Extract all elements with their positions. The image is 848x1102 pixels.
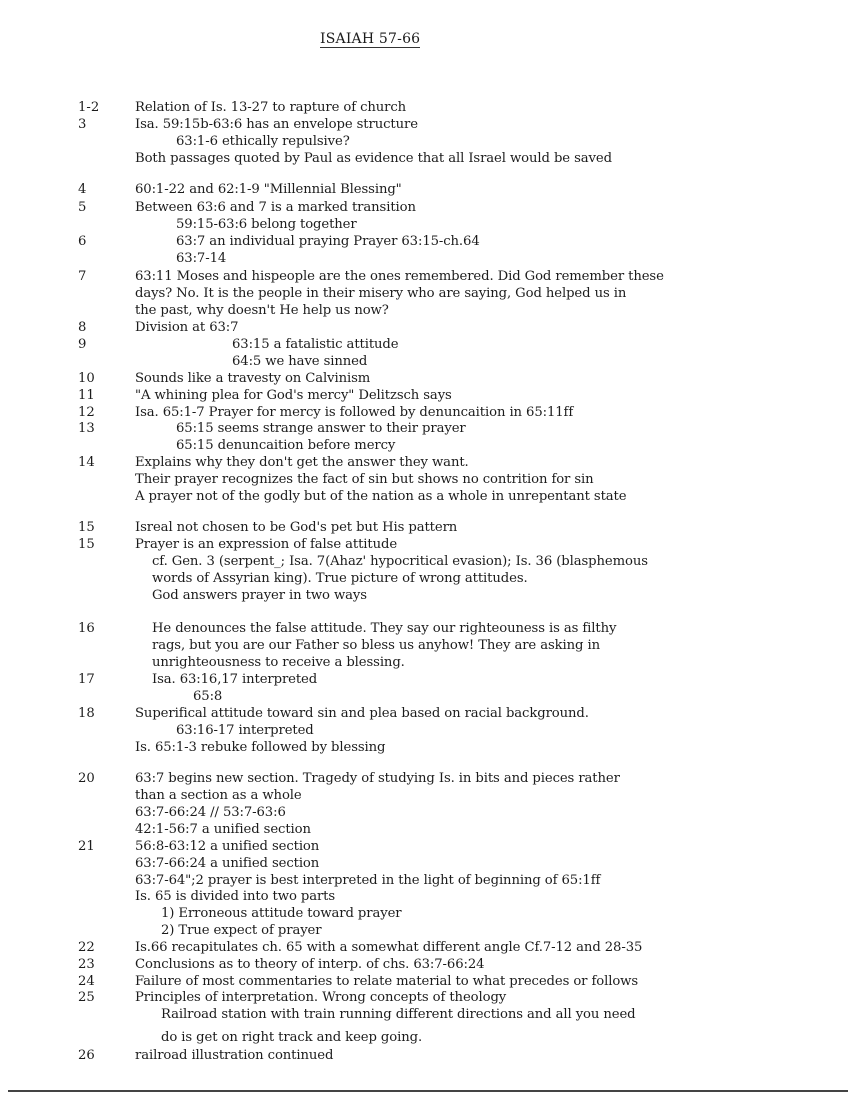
note-line: 59:15-63:6 belong together bbox=[176, 217, 357, 232]
page-number: 17 bbox=[78, 672, 95, 687]
note-line: 63:1-6 ethically repulsive? bbox=[176, 134, 350, 149]
page-number: 21 bbox=[78, 839, 95, 854]
page-number: 1-2 bbox=[78, 100, 100, 115]
page-number: 16 bbox=[78, 621, 95, 636]
note-line: Division at 63:7 bbox=[135, 320, 239, 335]
page-number: 12 bbox=[78, 405, 95, 420]
note-line: Explains why they don't get the answer they want. bbox=[135, 455, 469, 470]
note-line: 63:7 an individual praying Prayer 63:15-ch.64 bbox=[176, 234, 480, 249]
note-line: 63:7-14 bbox=[176, 251, 227, 266]
page-number: 20 bbox=[78, 771, 95, 786]
page-number: 10 bbox=[78, 371, 95, 386]
page-number: 9 bbox=[78, 337, 87, 352]
page-number: 24 bbox=[78, 974, 95, 989]
note-line: He denounces the false attitude. They say our righteouness is as filthy bbox=[152, 621, 617, 636]
note-line: the past, why doesn't He help us now? bbox=[135, 303, 389, 318]
note-line: "A whining plea for God's mercy" Delitzsch says bbox=[135, 388, 452, 403]
note-line: unrighteousness to receive a blessing. bbox=[152, 655, 405, 670]
note-line: Prayer is an expression of false attitude bbox=[135, 537, 398, 552]
note-line: Failure of most commentaries to relate material to what precedes or follows bbox=[135, 974, 639, 989]
note-line: 63:16-17 interpreted bbox=[176, 723, 314, 738]
page-number: 8 bbox=[78, 320, 87, 335]
note-line: Isa. 59:15b-63:6 has an envelope structure bbox=[135, 117, 418, 132]
page-number: 5 bbox=[78, 200, 87, 215]
page-number: 6 bbox=[78, 234, 87, 249]
note-line: 56:8-63:12 a unified section bbox=[135, 839, 320, 854]
page-number: 14 bbox=[78, 455, 95, 470]
note-line: 63:11 Moses and hispeople are the ones remembered. Did God remember these bbox=[135, 269, 664, 284]
note-line: Railroad station with train running different directions and all you need bbox=[161, 1007, 636, 1022]
note-line: 2) True expect of prayer bbox=[161, 923, 322, 938]
note-line: Principles of interpretation. Wrong concepts of theology bbox=[135, 990, 507, 1005]
note-line: Their prayer recognizes the fact of sin but shows no contrition for sin bbox=[135, 472, 594, 487]
page-number: 15 bbox=[78, 537, 95, 552]
note-line: 63:7-66:24 a unified section bbox=[135, 856, 320, 871]
bottom-rule bbox=[8, 1090, 848, 1092]
page-title: ISAIAH 57-66 bbox=[320, 31, 421, 47]
page-number: 13 bbox=[78, 421, 95, 436]
note-line: God answers prayer in two ways bbox=[152, 588, 367, 603]
note-line: rags, but you are our Father so bless us anyhow! They are asking in bbox=[152, 638, 600, 653]
note-line: Is. 65 is divided into two parts bbox=[135, 889, 336, 904]
page-number: 18 bbox=[78, 706, 95, 721]
note-line: 64:5 we have sinned bbox=[232, 354, 368, 369]
note-line: do is get on right track and keep going. bbox=[161, 1030, 423, 1045]
note-line: Is. 65:1-3 rebuke followed by blessing bbox=[135, 740, 386, 755]
note-line: 1) Erroneous attitude toward prayer bbox=[161, 906, 402, 921]
note-line: cf. Gen. 3 (serpent_; Isa. 7(Ahaz' hypocritical evasion); Is. 36 (blasphemous bbox=[152, 554, 648, 569]
note-line: Is.66 recapitulates ch. 65 with a somewhat different angle Cf.7-12 and 28-35 bbox=[135, 940, 643, 955]
note-line: words of Assyrian king). True picture of wrong attitudes. bbox=[152, 571, 528, 586]
note-line: 63:7-66:24 // 53:7-63:6 bbox=[135, 805, 286, 820]
note-line: A prayer not of the godly but of the nation as a whole in unrepentant state bbox=[135, 489, 627, 504]
note-line: 63:15 a fatalistic attitude bbox=[232, 337, 399, 352]
page-number: 26 bbox=[78, 1048, 95, 1063]
note-line: than a section as a whole bbox=[135, 788, 302, 803]
note-line: 42:1-56:7 a unified section bbox=[135, 822, 311, 837]
note-line: 63:7-64";2 prayer is best interpreted in the light of beginning of 65:1ff bbox=[135, 873, 601, 888]
note-line: 63:7 begins new section. Tragedy of studying Is. in bits and pieces rather bbox=[135, 771, 620, 786]
page-number: 15 bbox=[78, 520, 95, 535]
note-line: Isa. 65:1-7 Prayer for mercy is followed by denuncaition in 65:11ff bbox=[135, 405, 574, 420]
page-number: 4 bbox=[78, 182, 87, 197]
note-line: Between 63:6 and 7 is a marked transition bbox=[135, 200, 416, 215]
note-line: 60:1-22 and 62:1-9 "Millennial Blessing" bbox=[135, 182, 402, 197]
note-line: Superifical attitude toward sin and plea based on racial background. bbox=[135, 706, 589, 721]
note-line: 65:15 denuncaition before mercy bbox=[176, 438, 396, 453]
page-number: 7 bbox=[78, 269, 87, 284]
note-line: railroad illustration continued bbox=[135, 1048, 334, 1063]
page-number: 22 bbox=[78, 940, 95, 955]
note-line: Both passages quoted by Paul as evidence that all Israel would be saved bbox=[135, 151, 612, 166]
page-number: 11 bbox=[78, 388, 95, 403]
note-line: Sounds like a travesty on Calvinism bbox=[135, 371, 371, 386]
note-line: Relation of Is. 13-27 to rapture of church bbox=[135, 100, 407, 115]
page-number: 3 bbox=[78, 117, 87, 132]
note-line: Conclusions as to theory of interp. of chs. 63:7-66:24 bbox=[135, 957, 485, 972]
page-number: 23 bbox=[78, 957, 95, 972]
note-line: 65:15 seems strange answer to their prayer bbox=[176, 421, 466, 436]
note-line: Isa. 63:16,17 interpreted bbox=[152, 672, 318, 687]
note-line: Isreal not chosen to be God's pet but His pattern bbox=[135, 520, 458, 535]
page-number: 25 bbox=[78, 990, 95, 1005]
note-line: days? No. It is the people in their misery who are saying, God helped us in bbox=[135, 286, 627, 301]
note-line: 65:8 bbox=[193, 689, 223, 704]
